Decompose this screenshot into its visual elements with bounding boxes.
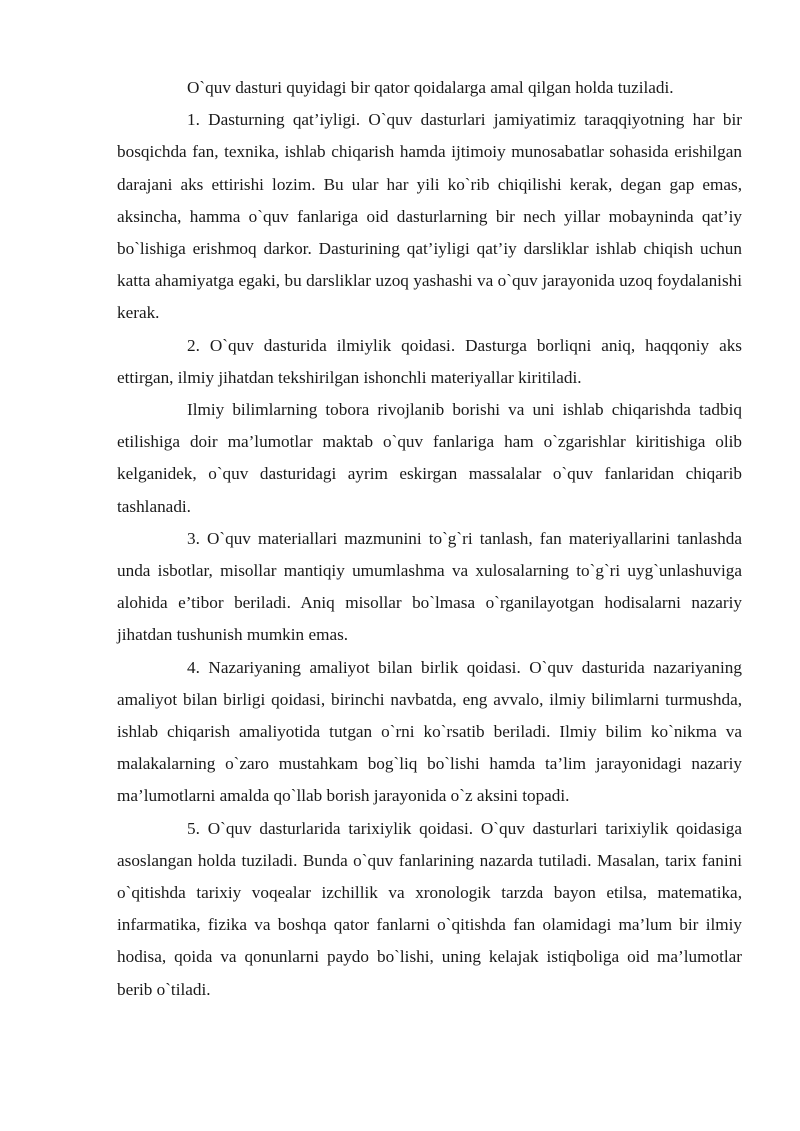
rule-3-paragraph: 3. O`quv materiallari mazmunini to`g`ri tanlash, fan materiyallarini tanlashda unda isbotlar, misollar mantiqiy umumlashma va xulosalarning to`g`ri uyg`unlashuviga alohida e’tibor beriladi. Aniq misollar bo`lmasa o`rganilayotgan hodisalarni nazariy jihatdan tushunish mumkin emas. xyxy=(117,528,742,645)
intro-paragraph: O`quv dasturi quyidagi bir qator qoidalarga amal qilgan holda tuziladi. xyxy=(187,78,674,97)
rule-2-continuation-paragraph: Ilmiy bilimlarning tobora rivojlanib borishi va uni ishlab chiqarishda tadbiq etilishiga doir ma’lumotlar maktab o`quv fanlariga ham o`zgarishlar kiritishiga olib kelganidek, o`quv dasturidagi ayrim eskirgan massalalar o`quv fanlaridan chiqarib tashlanadi. xyxy=(117,400,742,516)
rule-1-paragraph: 1. Dasturning qat’iyligi. O`quv dasturlari jamiyatimiz taraqqiyotning har bir bosqichda fan, texnika, ishlab chiqarish hamda ijtimoiy munosabatlar sohasida erishilgan darajani aks ettirishi lozim. Bu ular har yili ko`rib chiqilishi kerak, degan gap emas, aksincha, hamma o`quv fanlariga oid dasturlarning bir nech yillar mobayninda qat’iy bo`lishiga erishmoq darkor. Dasturining qat’iyligi qat’iy darsliklar ishlab chiqish uchun katta ahamiyatga egaki, bu darsliklar uzoq yashashi va o`quv jarayonida uzoq foydalanishi kerak. xyxy=(117,110,742,323)
rule-5-paragraph: 5. O`quv dasturlarida tarixiylik qoidasi. O`quv dasturlari tarixiylik qoidasiga asoslangan holda tuziladi. Bunda o`quv fanlarining nazarda tutiladi. Masalan, tarix fanini o`qitishda tarixiy voqealar izchillik va xronologik tarzda bayon etilsa, matematika, infarmatika, fizika va boshqa qator fanlarni o`qitishda fan olamidagi ma’lum bir ilmiy hodisa, qoida va qonunlarni paydo bo`lishi, uning kelajak istiqboliga oid ma’lumotlar berib o`tiladi. xyxy=(117,818,742,999)
rule-4-paragraph: 4. Nazariyaning amaliyot bilan birlik qoidasi. O`quv dasturida nazariyaning amaliyot bilan birligi qoidasi, birinchi navbatda, eng avvalo, ilmiy bilimlarni turmushda, ishlab chiqarish amaliyotida tutgan o`rni ko`rsatib beriladi. Ilmiy bilim ko`nikma va malakalarning o`zaro mustahkam bog`liq bo`lishi hamda ta’lim jarayonidagi nazariy ma’lumotlarni amalda qo`llab borish jarayonida o`z aksini topadi. xyxy=(117,657,742,806)
rule-2-paragraph: 2. O`quv dasturida ilmiylik qoidasi. Dasturga borliqni aniq, haqqoniy aks ettirgan, ilmiy jihatdan tekshirilgan ishonchli materiyallar kiritiladi. xyxy=(117,335,742,387)
document-page xyxy=(117,72,742,1006)
